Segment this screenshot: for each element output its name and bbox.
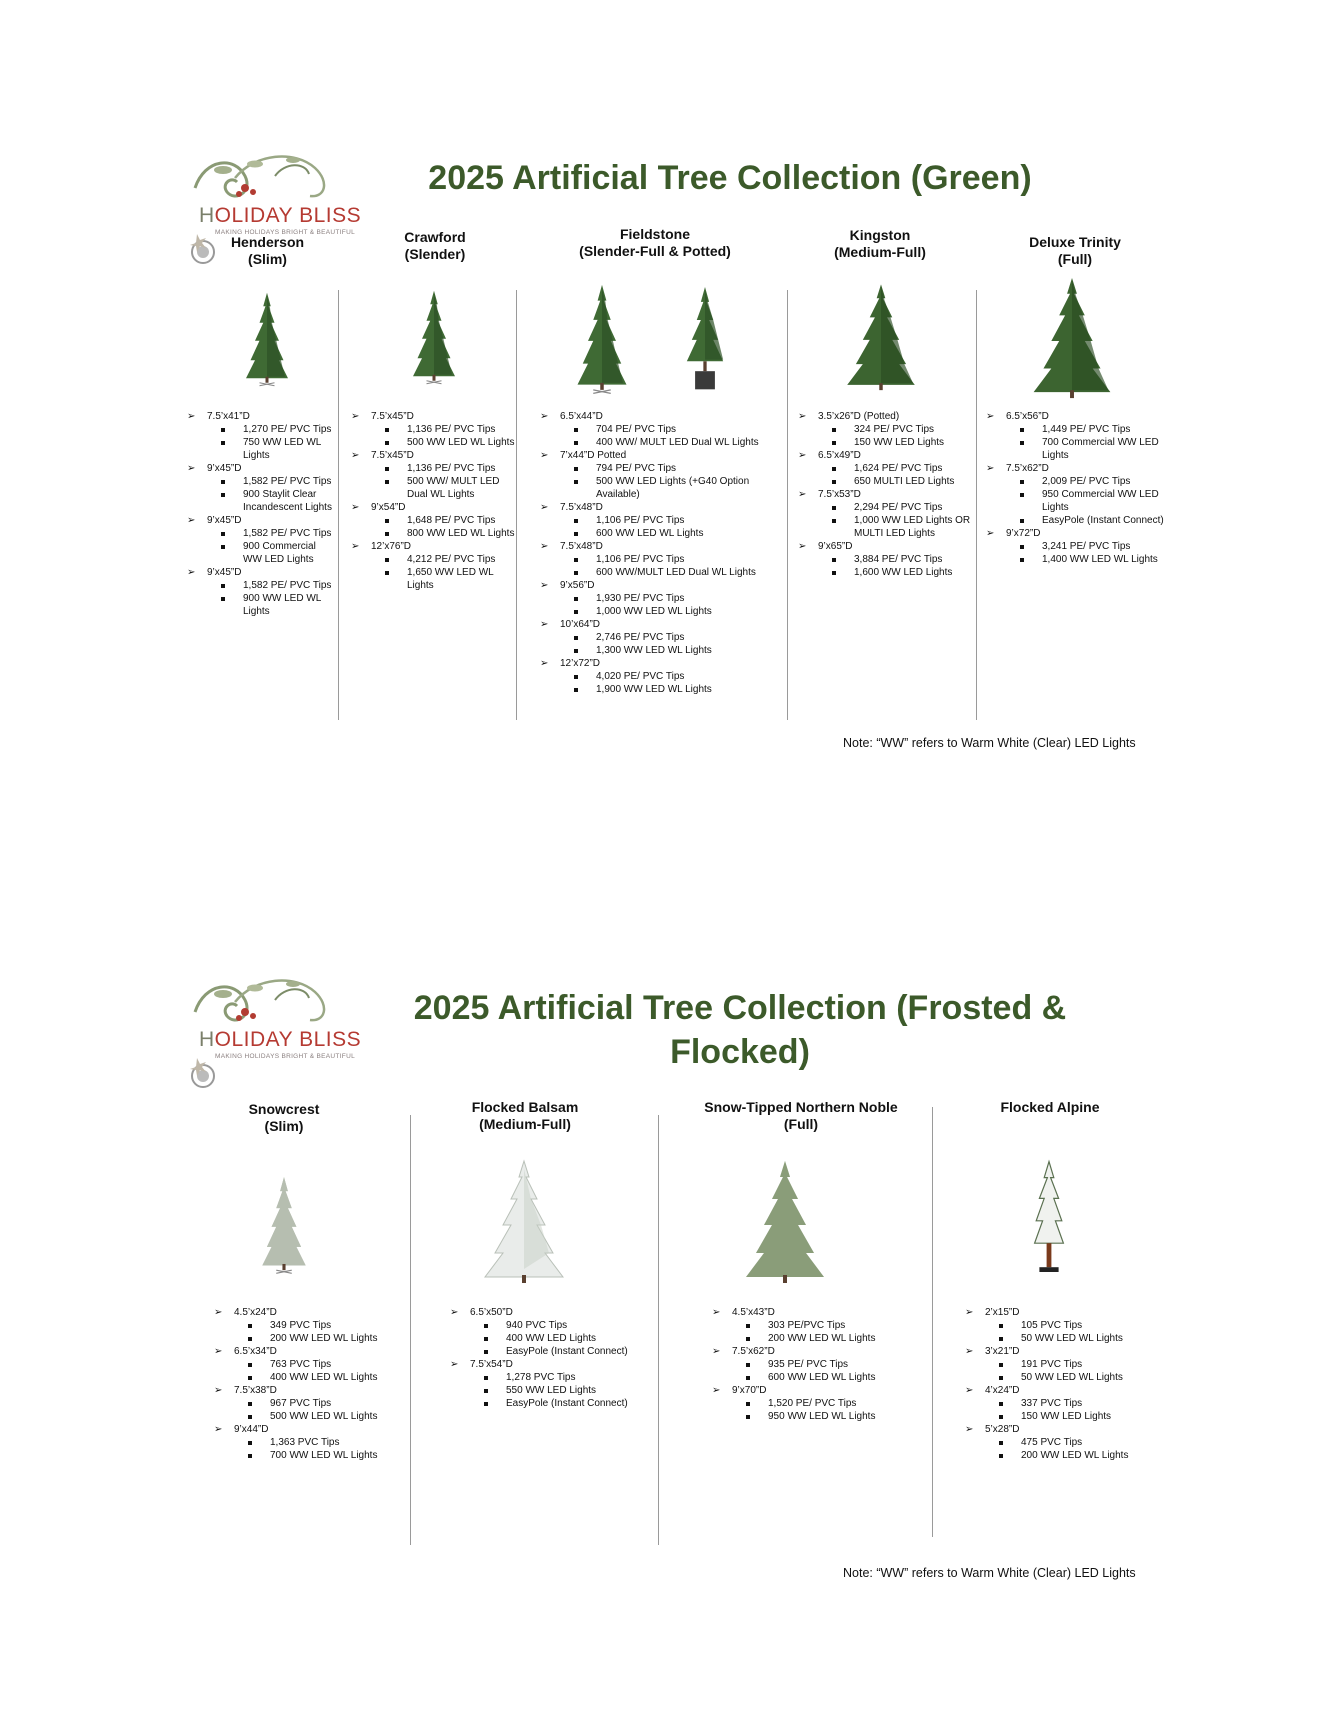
feature-item: 191 PVC Tips (1021, 1358, 1155, 1371)
arrow-bullet-icon: ➢ (351, 450, 360, 461)
arrow-bullet-icon: ➢ (986, 411, 995, 422)
size-option (351, 501, 516, 540)
feature-item: 1,000 WW LED WL Lights (596, 605, 765, 618)
flocked-balsam-spec-list (450, 1306, 640, 1410)
feature-item: 4,212 PE/ PVC Tips (407, 553, 516, 566)
fieldstone-spec-list (540, 410, 765, 696)
size-label: 7.5’x48”D (560, 502, 603, 513)
crawford-tree-image (404, 274, 464, 402)
feature-item: 1,624 PE/ PVC Tips (854, 462, 973, 475)
feature-item: 200 WW LED WL Lights (1021, 1449, 1155, 1462)
feature-item: 900 Staylit Clear Incandescent Lights (243, 488, 337, 514)
feature-list (818, 462, 973, 488)
feature-list (470, 1371, 640, 1410)
size-option (712, 1384, 922, 1423)
feature-item: 700 Commercial WW LED Lights (1042, 436, 1176, 462)
tree-style: (Full) (1057, 251, 1093, 267)
feature-list (732, 1358, 922, 1384)
feature-list (371, 423, 516, 449)
arrow-bullet-icon: ➢ (540, 619, 549, 630)
tree-name: Fieldstone (619, 226, 690, 242)
size-option (986, 462, 1176, 527)
feature-item: 50 WW LED WL Lights (1021, 1371, 1155, 1384)
size-label: 7.5’x45”D (371, 450, 414, 461)
feature-item: 1,600 WW LED Lights (854, 566, 973, 579)
arrow-bullet-icon: ➢ (798, 411, 807, 422)
green-collection-section (0, 0, 1335, 820)
size-option (798, 449, 973, 488)
feature-item: 2,746 PE/ PVC Tips (596, 631, 765, 644)
feature-item: 1,400 WW LED WL Lights (1042, 553, 1176, 566)
column-divider (338, 290, 339, 720)
tree-style: (Full) (783, 1116, 819, 1132)
feature-list (985, 1436, 1155, 1462)
size-option (798, 410, 973, 449)
page-title-line: Flocked) (670, 1033, 810, 1071)
fieldstone-tree-image (567, 276, 637, 404)
arrow-bullet-icon: ➢ (986, 463, 995, 474)
snowcrest-spec-list (214, 1306, 384, 1462)
feature-item: 704 PE/ PVC Tips (596, 423, 765, 436)
tree-name: Snowcrest (248, 1101, 320, 1117)
feature-item: 3,884 PE/ PVC Tips (854, 553, 973, 566)
size-label: 9’x72”D (1006, 528, 1041, 539)
size-option (798, 488, 973, 540)
tree-name: Henderson (230, 234, 305, 250)
feature-item: 600 WW/MULT LED Dual WL Lights (596, 566, 765, 579)
ww-note: Note: “WW” refers to Warm White (Clear) LED Lights (843, 736, 1136, 750)
arrow-bullet-icon: ➢ (712, 1307, 721, 1318)
size-option (965, 1345, 1155, 1384)
size-label: 9’x70”D (732, 1385, 767, 1396)
arrow-bullet-icon: ➢ (798, 450, 807, 461)
arrow-bullet-icon: ➢ (187, 463, 196, 474)
arrow-bullet-icon: ➢ (214, 1424, 223, 1435)
feature-item: 349 PVC Tips (270, 1319, 384, 1332)
size-option (214, 1306, 384, 1345)
size-label: 6.5’x56”D (1006, 411, 1049, 422)
size-option (187, 566, 337, 618)
tree-style: (Medium-Full) (834, 244, 926, 260)
size-label: 4’x24”D (985, 1385, 1020, 1396)
size-label: 7.5’x48”D (560, 541, 603, 552)
feature-list (371, 553, 516, 592)
feature-item: 1,582 PE/ PVC Tips (243, 527, 337, 540)
size-option (712, 1306, 922, 1345)
size-label: 12’x76”D (371, 541, 412, 552)
size-label: 7.5’x45”D (371, 411, 414, 422)
feature-item: 1,930 PE/ PVC Tips (596, 592, 765, 605)
tree-name-deluxe-trinity (1010, 234, 1140, 268)
feature-list (818, 423, 973, 449)
page-title (360, 986, 1120, 1074)
size-label: 3.5’x26”D (Potted) (818, 411, 900, 422)
size-label: 7.5’x54”D (470, 1359, 513, 1370)
feature-list (1006, 540, 1176, 566)
arrow-bullet-icon: ➢ (540, 580, 549, 591)
arrow-bullet-icon: ➢ (351, 502, 360, 513)
feature-item: 1,300 WW LED WL Lights (596, 644, 765, 657)
ww-note: Note: “WW” refers to Warm White (Clear) LED Lights (843, 1566, 1136, 1580)
henderson-tree-image (237, 276, 297, 404)
tree-style: (Slim) (264, 1118, 304, 1134)
arrow-bullet-icon: ➢ (187, 515, 196, 526)
feature-item: 600 WW LED WL Lights (768, 1371, 922, 1384)
logo-brand: HOLIDAY BLISS (199, 204, 362, 227)
column-divider (932, 1107, 933, 1537)
size-label: 5’x28”D (985, 1424, 1020, 1435)
feature-item: 900 Commercial WW LED Lights (243, 540, 337, 566)
size-label: 9’x45”D (207, 515, 242, 526)
feature-item: 950 WW LED WL Lights (768, 1410, 922, 1423)
tree-name: Deluxe Trinity (1029, 234, 1121, 250)
arrow-bullet-icon: ➢ (712, 1346, 721, 1357)
frosted-collection-section (0, 820, 1335, 1727)
arrow-bullet-icon: ➢ (187, 567, 196, 578)
feature-item: EasyPole (Instant Connect) (506, 1345, 640, 1358)
column-divider (787, 290, 788, 720)
size-option (214, 1423, 384, 1462)
arrow-bullet-icon: ➢ (351, 411, 360, 422)
logo-brand: HOLIDAY BLISS (199, 1028, 362, 1051)
size-label: 7.5’x53”D (818, 489, 861, 500)
feature-list (371, 462, 516, 501)
feature-item: 1,136 PE/ PVC Tips (407, 462, 516, 475)
size-label: 3’x21”D (985, 1346, 1020, 1357)
feature-item: 303 PE/PVC Tips (768, 1319, 922, 1332)
arrow-bullet-icon: ➢ (450, 1359, 459, 1370)
feature-item: 600 WW LED WL Lights (596, 527, 765, 540)
feature-list (207, 475, 337, 514)
feature-list (560, 631, 765, 657)
size-label: 7.5’x38”D (234, 1385, 277, 1396)
feature-item: 50 WW LED WL Lights (1021, 1332, 1155, 1345)
size-label: 6.5’x34”D (234, 1346, 277, 1357)
feature-item: 1,449 PE/ PVC Tips (1042, 423, 1176, 436)
arrow-bullet-icon: ➢ (351, 541, 360, 552)
feature-item: 650 MULTI LED Lights (854, 475, 973, 488)
feature-item: 1,582 PE/ PVC Tips (243, 579, 337, 592)
size-label: 10’x64”D (560, 619, 601, 630)
feature-item: 1,582 PE/ PVC Tips (243, 475, 337, 488)
size-option (965, 1384, 1155, 1423)
feature-list (818, 553, 973, 579)
size-option (540, 618, 765, 657)
size-label: 6.5’x50”D (470, 1307, 513, 1318)
tree-name-snow-tipped-northern-noble (690, 1099, 912, 1133)
feature-list (234, 1397, 384, 1423)
size-label: 6.5’x44”D (560, 411, 603, 422)
arrow-bullet-icon: ➢ (214, 1346, 223, 1357)
feature-item: 1,900 WW LED WL Lights (596, 683, 765, 696)
logo-tagline: MAKING HOLIDAYS BRIGHT & BEAUTIFUL (215, 229, 355, 236)
feature-list (985, 1358, 1155, 1384)
feature-list (1006, 423, 1176, 462)
feature-item: 2,294 PE/ PVC Tips (854, 501, 973, 514)
column-divider (658, 1115, 659, 1545)
size-label: 9’x45”D (207, 567, 242, 578)
holiday-bliss-logo (175, 972, 375, 1092)
tree-name: Kingston (849, 227, 911, 243)
crawford-spec-list (351, 410, 516, 592)
size-option (540, 449, 765, 501)
column-divider (410, 1115, 411, 1545)
feature-item: 763 PVC Tips (270, 1358, 384, 1371)
feature-list (560, 462, 765, 501)
feature-list (985, 1319, 1155, 1345)
arrow-bullet-icon: ➢ (540, 541, 549, 552)
arrow-bullet-icon: ➢ (798, 489, 807, 500)
tree-name-snowcrest (224, 1101, 344, 1135)
feature-item: 324 PE/ PVC Tips (854, 423, 973, 436)
size-option (986, 527, 1176, 566)
arrow-bullet-icon: ➢ (965, 1346, 974, 1357)
size-label: 7’x44”D Potted (560, 450, 627, 461)
tree-name-henderson (210, 234, 325, 268)
kingston-spec-list (798, 410, 973, 579)
feature-list (732, 1319, 922, 1345)
feature-list (1006, 475, 1176, 527)
size-option (450, 1306, 640, 1358)
feature-list (207, 527, 337, 566)
size-option (187, 462, 337, 514)
feature-item: 1,136 PE/ PVC Tips (407, 423, 516, 436)
feature-item: 1,106 PE/ PVC Tips (596, 553, 765, 566)
tree-name-flocked-balsam (445, 1099, 605, 1133)
feature-list (732, 1397, 922, 1423)
arrow-bullet-icon: ➢ (214, 1385, 223, 1396)
feature-list (560, 670, 765, 696)
size-option (540, 410, 765, 449)
feature-item: 400 WW LED WL Lights (270, 1371, 384, 1384)
feature-item: 1,000 WW LED Lights OR MULTI LED Lights (854, 514, 973, 540)
size-label: 9’x54”D (371, 502, 406, 513)
feature-item: 337 PVC Tips (1021, 1397, 1155, 1410)
tree-style: (Slim) (248, 251, 287, 267)
arrow-bullet-icon: ➢ (540, 658, 549, 669)
size-option (351, 540, 516, 592)
feature-item: 2,009 PE/ PVC Tips (1042, 475, 1176, 488)
arrow-bullet-icon: ➢ (450, 1307, 459, 1318)
size-option (214, 1345, 384, 1384)
size-option (187, 410, 337, 462)
size-option (798, 540, 973, 579)
feature-item: 550 WW LED Lights (506, 1384, 640, 1397)
feature-list (371, 514, 516, 540)
feature-item: 500 WW LED WL Lights (270, 1410, 384, 1423)
flocked-balsam-tree-image (479, 1158, 569, 1290)
feature-item: 1,363 PVC Tips (270, 1436, 384, 1449)
feature-item: 900 WW LED WL Lights (243, 592, 337, 618)
feature-item: 1,650 WW LED WL Lights (407, 566, 516, 592)
arrow-bullet-icon: ➢ (965, 1385, 974, 1396)
size-label: 4.5’x43”D (732, 1307, 775, 1318)
feature-list (560, 553, 765, 579)
tree-style: (Medium-Full) (479, 1116, 571, 1132)
feature-item: EasyPole (Instant Connect) (1042, 514, 1176, 527)
size-option (187, 514, 337, 566)
arrow-bullet-icon: ➢ (214, 1307, 223, 1318)
arrow-bullet-icon: ➢ (965, 1424, 974, 1435)
flocked-alpine-spec-list (965, 1306, 1155, 1462)
feature-list (234, 1436, 384, 1462)
size-label: 2’x15”D (985, 1307, 1020, 1318)
size-option (540, 501, 765, 540)
feature-item: 1,270 PE/ PVC Tips (243, 423, 337, 436)
feature-item: 750 WW LED WL Lights (243, 436, 337, 462)
size-label: 9’x45”D (207, 463, 242, 474)
feature-item: 935 PE/ PVC Tips (768, 1358, 922, 1371)
logo-tagline: MAKING HOLIDAYS BRIGHT & BEAUTIFUL (215, 1053, 355, 1060)
size-option (540, 540, 765, 579)
arrow-bullet-icon: ➢ (986, 528, 995, 539)
henderson-spec-list (187, 410, 337, 618)
feature-list (560, 514, 765, 540)
tree-name-fieldstone (570, 226, 740, 260)
feature-item: 400 WW/ MULT LED Dual WL Lights (596, 436, 765, 449)
feature-item: 1,278 PVC Tips (506, 1371, 640, 1384)
feature-item: 3,241 PE/ PVC Tips (1042, 540, 1176, 553)
arrow-bullet-icon: ➢ (712, 1385, 721, 1396)
feature-item: 800 WW LED WL Lights (407, 528, 515, 539)
tree-name: Flocked Alpine (1000, 1099, 1100, 1115)
fieldstone-potted-tree-image (672, 274, 738, 404)
size-label: 7.5’x62”D (1006, 463, 1049, 474)
size-option (712, 1345, 922, 1384)
size-label: 4.5’x24”D (234, 1307, 277, 1318)
feature-item: 967 PVC Tips (270, 1397, 384, 1410)
arrow-bullet-icon: ➢ (540, 411, 549, 422)
size-label: 7.5’x62”D (732, 1346, 775, 1357)
size-label: 9’x56”D (560, 580, 595, 591)
feature-list (818, 501, 973, 540)
tree-name-flocked-alpine (980, 1099, 1120, 1116)
feature-item: 794 PE/ PVC Tips (596, 462, 765, 475)
feature-item: 1,106 PE/ PVC Tips (596, 514, 765, 527)
tree-name-crawford (380, 229, 490, 263)
feature-list (207, 579, 337, 618)
size-label: 9’x44”D (234, 1424, 269, 1435)
feature-item: 105 PVC Tips (1021, 1319, 1155, 1332)
size-option (540, 657, 765, 696)
size-label: 7.5’x41”D (207, 411, 250, 422)
size-label: 6.5’x49”D (818, 450, 861, 461)
feature-list (234, 1319, 384, 1345)
feature-item: 200 WW LED WL Lights (768, 1332, 922, 1345)
feature-item: 1,520 PE/ PVC Tips (768, 1397, 922, 1410)
feature-item: 150 WW LED Lights (1021, 1410, 1155, 1423)
feature-item: 700 WW LED WL Lights (270, 1449, 384, 1462)
size-option (965, 1423, 1155, 1462)
size-option (986, 410, 1176, 462)
arrow-bullet-icon: ➢ (187, 411, 196, 422)
size-option (965, 1306, 1155, 1345)
page-title: 2025 Artificial Tree Collection (Green) (428, 159, 1032, 197)
feature-item: 200 WW LED WL Lights (270, 1332, 384, 1345)
tree-style: (Slender-Full & Potted) (579, 243, 731, 259)
snowcrest-tree-image (253, 1160, 315, 1292)
feature-item: 940 PVC Tips (506, 1319, 640, 1332)
feature-list (560, 592, 765, 618)
tree-style: (Slender) (404, 246, 466, 262)
feature-list (470, 1319, 640, 1358)
snow-tipped-northern-noble-tree-image (740, 1158, 830, 1290)
kingston-tree-image (842, 276, 920, 402)
feature-item: 500 WW LED Lights (+G40 Option Available) (596, 475, 765, 501)
feature-item: 400 WW LED Lights (506, 1332, 640, 1345)
snow-tipped-northern-noble-spec-list (712, 1306, 922, 1423)
feature-item: 4,020 PE/ PVC Tips (596, 670, 765, 683)
feature-item: 150 WW LED Lights (854, 436, 973, 449)
size-label: 9’x65”D (818, 541, 853, 552)
column-divider (516, 290, 517, 720)
feature-item: EasyPole (Instant Connect) (506, 1397, 640, 1410)
size-option (540, 579, 765, 618)
size-option (214, 1384, 384, 1423)
size-option (351, 410, 516, 449)
arrow-bullet-icon: ➢ (540, 502, 549, 513)
tree-name: Crawford (404, 229, 466, 245)
column-divider (976, 290, 977, 720)
feature-list (207, 423, 337, 462)
arrow-bullet-icon: ➢ (798, 541, 807, 552)
feature-item: 1,648 PE/ PVC Tips (407, 514, 516, 527)
feature-list (560, 423, 765, 449)
deluxe-trinity-tree-image (1026, 276, 1118, 404)
feature-list (985, 1397, 1155, 1423)
feature-item: 475 PVC Tips (1021, 1436, 1155, 1449)
size-label: 12’x72”D (560, 658, 601, 669)
page-title-line: 2025 Artificial Tree Collection (Frosted & (413, 989, 1067, 1027)
size-option (351, 449, 516, 501)
arrow-bullet-icon: ➢ (540, 450, 549, 461)
tree-name: Flocked Balsam (471, 1099, 579, 1115)
tree-name: Snow-Tipped Northern Noble (704, 1099, 898, 1115)
feature-item: 500 WW/ MULT LED Dual WL Lights (407, 475, 516, 501)
size-option (450, 1358, 640, 1410)
arrow-bullet-icon: ➢ (965, 1307, 974, 1318)
tree-name-kingston (820, 227, 940, 261)
feature-item: 500 WW LED WL Lights (407, 437, 515, 448)
feature-list (234, 1358, 384, 1384)
flocked-alpine-tree-image (1017, 1150, 1081, 1290)
feature-item: 950 Commercial WW LED Lights (1042, 488, 1176, 514)
deluxe-trinity-spec-list (986, 410, 1176, 566)
